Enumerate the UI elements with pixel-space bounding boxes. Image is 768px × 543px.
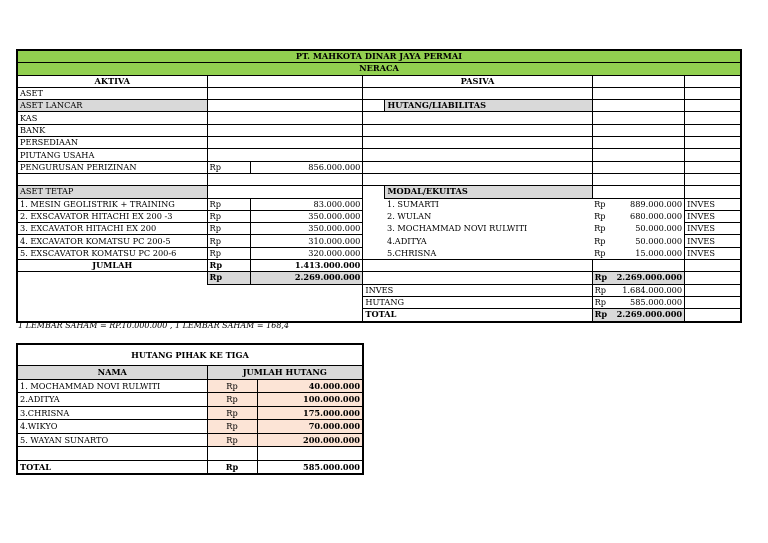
aktiva-total: 2.269.000.000 bbox=[250, 272, 363, 284]
hutang-table bbox=[16, 343, 364, 475]
aset-tetap-title: ASET TETAP bbox=[17, 186, 207, 198]
aset-tetap-value: 350.000.000 bbox=[250, 210, 363, 222]
table-row bbox=[17, 309, 741, 322]
currency-label: Rp bbox=[207, 433, 257, 447]
hutang-total-value: 585.000.000 bbox=[257, 460, 363, 474]
aset-tetap-value: 83.000.000 bbox=[250, 198, 363, 210]
aset-tetap-item: 3. EXCAVATOR HITACHI EX 200 bbox=[17, 223, 207, 235]
currency-label: Rp bbox=[207, 406, 257, 420]
table-row bbox=[17, 149, 741, 161]
summary-label: TOTAL bbox=[363, 309, 592, 322]
aset-tetap-item: 4. EXCAVATOR KOMATSU PC 200-5 bbox=[17, 235, 207, 247]
perizinan-value: 856.000.000 bbox=[250, 161, 363, 173]
table-row bbox=[17, 186, 741, 198]
currency-label: Rp bbox=[207, 235, 250, 247]
table-row bbox=[17, 198, 741, 210]
jumlah-value: 1.413.000.000 bbox=[250, 260, 363, 272]
summary-label: HUTANG bbox=[363, 296, 592, 308]
aset-tetap-item: 5. EXSCAVATOR KOMATSU PC 200-6 bbox=[17, 247, 207, 259]
currency-label: Rp bbox=[207, 272, 250, 284]
hutang-value: 100.000.000 bbox=[257, 393, 363, 407]
pasiva-header: PASIVA bbox=[363, 75, 592, 87]
aset-lancar-title: ASET LANCAR bbox=[17, 100, 207, 112]
modal-item: 3. MOCHAMMAD NOVI RULWITI bbox=[386, 223, 528, 234]
modal-value: 680.000.000 bbox=[630, 211, 683, 221]
table-row bbox=[17, 235, 741, 247]
table-row bbox=[17, 272, 741, 284]
table-row bbox=[17, 112, 741, 124]
hutang-total-label: TOTAL bbox=[17, 460, 207, 474]
table-row bbox=[17, 137, 741, 149]
currency-label: Rp bbox=[207, 247, 250, 259]
modal-value: 15.000.000 bbox=[635, 247, 683, 258]
aset-tetap-value: 350.000.000 bbox=[250, 223, 363, 235]
modal-item: 5.CHRISNA bbox=[386, 247, 437, 258]
table-row bbox=[17, 87, 741, 99]
hutang-value: 70.000.000 bbox=[257, 420, 363, 434]
aset-lancar-item: BANK bbox=[17, 124, 207, 136]
hutang-value: 175.000.000 bbox=[257, 406, 363, 420]
table-row bbox=[17, 100, 741, 112]
table-row bbox=[17, 247, 741, 259]
table-row bbox=[17, 433, 363, 447]
hutang-total-row bbox=[17, 460, 363, 474]
header-row bbox=[17, 75, 741, 87]
table-row bbox=[17, 161, 741, 173]
summary-value: 585.000.000 bbox=[630, 297, 683, 308]
table-row bbox=[17, 379, 363, 393]
currency-label: Rp bbox=[594, 211, 606, 221]
table-row bbox=[17, 447, 363, 461]
modal-tag: INVES bbox=[685, 210, 741, 222]
modal-value: 889.000.000 bbox=[630, 198, 683, 209]
hutang-value: 200.000.000 bbox=[257, 433, 363, 447]
company-title: PT. MAHKOTA DINAR JAYA PERMAI bbox=[17, 50, 741, 63]
currency-label: Rp bbox=[207, 260, 250, 272]
hutang-name: 2.ADITYA bbox=[17, 393, 207, 407]
aset-lancar-item: KAS bbox=[17, 112, 207, 124]
currency-label: Rp bbox=[594, 198, 606, 209]
currency-label: Rp bbox=[594, 272, 608, 283]
currency-label: Rp bbox=[594, 284, 607, 295]
modal-value: 50.000.000 bbox=[635, 235, 683, 246]
col-jumlah: JUMLAH HUTANG bbox=[207, 366, 363, 380]
aktiva-header: AKTIVA bbox=[17, 75, 207, 87]
aset-label: ASET bbox=[17, 87, 207, 99]
table-row bbox=[17, 284, 741, 296]
modal-item: 2. WULAN bbox=[386, 211, 432, 221]
report-row bbox=[17, 63, 741, 75]
currency-label: Rp bbox=[207, 161, 250, 173]
jumlah-label: JUMLAH bbox=[17, 260, 207, 272]
pasiva-total: 2.269.000.000 bbox=[616, 272, 683, 283]
table-row bbox=[17, 393, 363, 407]
currency-label: Rp bbox=[207, 460, 257, 474]
hutang-value: 40.000.000 bbox=[257, 379, 363, 393]
neraca-table bbox=[16, 49, 742, 323]
table-row bbox=[17, 173, 741, 185]
modal-tag: INVES bbox=[685, 235, 741, 247]
hutang-name: 5. WAYAN SUNARTO bbox=[17, 433, 207, 447]
summary-value: 2.269.000.000 bbox=[616, 309, 683, 320]
aset-lancar-item: PIUTANG USAHA bbox=[17, 149, 207, 161]
modal-item: 4.ADITYA bbox=[386, 235, 427, 246]
col-nama: NAMA bbox=[17, 366, 207, 380]
table-row bbox=[17, 420, 363, 434]
currency-label: Rp bbox=[594, 309, 608, 320]
hutang-name: 4.WIKYO bbox=[17, 420, 207, 434]
hutang-header-row bbox=[17, 366, 363, 380]
currency-label: Rp bbox=[207, 223, 250, 235]
aset-lancar-item: PENGURUSAN PERIZINAN bbox=[17, 161, 207, 173]
table-row bbox=[17, 124, 741, 136]
currency-label: Rp bbox=[207, 393, 257, 407]
aset-lancar-item: PERSEDIAAN bbox=[17, 137, 207, 149]
hutang-name: 1. MOCHAMMAD NOVI RULWITI bbox=[17, 379, 207, 393]
share-note: 1 LEMBAR SAHAM = RP.10.000.000 , 1 LEMBAR SAHAM = 168,4 bbox=[18, 321, 290, 330]
company-row bbox=[17, 50, 741, 63]
hutang-title: HUTANG PIHAK KE TIGA bbox=[17, 344, 363, 366]
modal-tag: INVES bbox=[685, 247, 741, 259]
modal-item: 1. SUMARTI bbox=[386, 198, 439, 209]
currency-label: Rp bbox=[207, 198, 250, 210]
hutang-name: 3.CHRISNA bbox=[17, 406, 207, 420]
modal-value: 50.000.000 bbox=[635, 223, 683, 234]
table-row bbox=[17, 260, 741, 272]
summary-label: INVES bbox=[363, 284, 592, 296]
summary-value: 1.684.000.000 bbox=[622, 284, 683, 295]
aset-tetap-item: 2. EXSCAVATOR HITACHI EX 200 -3 bbox=[17, 210, 207, 222]
currency-label: Rp bbox=[594, 297, 607, 308]
hutang-liabilitas-title: HUTANG/LIABILITAS bbox=[385, 100, 592, 112]
hutang-title-row bbox=[17, 344, 363, 366]
currency-label: Rp bbox=[594, 223, 606, 234]
table-row bbox=[17, 296, 741, 308]
table-row bbox=[17, 406, 363, 420]
currency-label: Rp bbox=[594, 235, 606, 246]
aset-tetap-value: 320.000.000 bbox=[250, 247, 363, 259]
modal-title: MODAL/EKUITAS bbox=[385, 186, 592, 198]
modal-tag: INVES bbox=[685, 198, 741, 210]
aset-tetap-value: 310.000.000 bbox=[250, 235, 363, 247]
aset-tetap-item: 1. MESIN GEOLISTRIK + TRAINING bbox=[17, 198, 207, 210]
currency-label: Rp bbox=[207, 420, 257, 434]
table-row bbox=[17, 223, 741, 235]
modal-tag: INVES bbox=[685, 223, 741, 235]
currency-label: Rp bbox=[207, 379, 257, 393]
currency-label: Rp bbox=[207, 210, 250, 222]
currency-label: Rp bbox=[594, 247, 606, 258]
report-title: NERACA bbox=[17, 63, 741, 75]
table-row bbox=[17, 210, 741, 222]
